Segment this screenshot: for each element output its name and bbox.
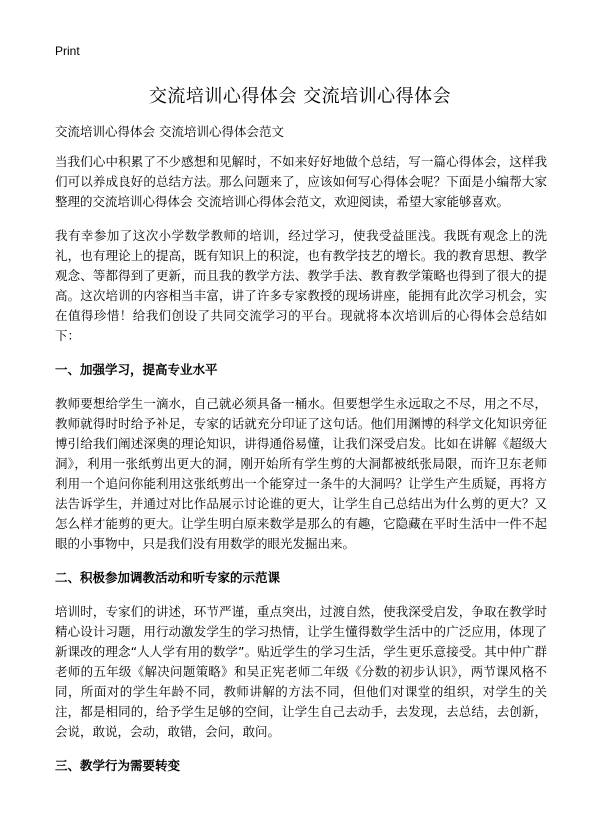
section-heading-1: 一、加强学习，提高专业水平 [55,362,218,377]
body-paragraph-1: 我有幸参加了这次小学数学教师的培训，经过学习，使我受益匪浅。我既有观念上的洗礼，也有理论上的提高，既有知识上的积淀，也有教学技艺的增长。我的教育思想、教学观念、等都得到了更新，而且我的教学方法、教学手法、教育教学策略也得到了很大的提高。这次培训的内容相当丰富，讲了许多专家教授的现场讲座，能拥有此次学习机会，实在值得珍惜！给我们创设了共同交流学习的平台。现就将本次培训后的心得体会总结如下： [55,228,547,343]
page-title: 交流培训心得体会 交流培训心得体会 [148,86,452,107]
body-paragraph-2: 教师要想给学生一滴水，自己就必须具备一桶水。但要想学生永远取之不尽，用之不尽，教师就得时时给予补足，专家的话就充分印证了这句话。他们用渊博的科学文化知识旁征博引给我们阐述深奥的理论知识，讲得通俗易懂，让我们深受启发。比如在讲解《超级大洞》，利用一张纸剪出更大的洞，刚开始所有学生剪的大洞都被纸张局限，而许卫东老师利用一个追问你能利用这张纸剪出一个能穿过一条牛的大洞吗？让学生产生质疑，再将方法告诉学生，并通过对比作品展示讨论谁的更大，让学生自己总结出为什么剪的更大？又怎么样才能剪的更大。让学生明白原来数学是那么的有趣，它隐藏在平时生活中一件不起眼的小事物中，只是我们没有用数学的眼光发掘出来。 [55,396,547,551]
print-label[interactable]: Print [55,44,80,58]
document-body [55,122,547,790]
section-heading-2: 二、积极参加调教活动和听专家的示范课 [55,570,281,585]
intro-paragraph: 当我们心中积累了不少感想和见解时，不如来好好地做个总结，写一篇心得体会，这样我们可以养成良好的总结方法。那么问题来了，应该如何写心得体会呢？下面是小编帮大家整理的交流培训心得体会 交流培训心得体会范文，欢迎阅读，希望大家能够喜欢。 [55,154,547,209]
document-subtitle: 交流培训心得体会 交流培训心得体会范文 [55,124,284,139]
section-heading-3: 三、教学行为需要转变 [55,758,181,773]
body-paragraph-3: 培训时，专家们的讲述，环节严谨，重点突出，过渡自然，使我深受启发，争取在教学时精心设计习题，用行动激发学生的学习热情，让学生懂得数学生活中的广泛应用，体现了新课改的理念“人人学有用的数学”。贴近学生的学习生活，学生更乐意接受。其中仲广群老师的五年级《解决问题策略》和吴正宪老师二年级《分数的初步认识》，两节课风格不同，所面对的学生年龄不同，教师讲解的方法不同，但他们对课堂的组织，对学生的关注，都是相同的，给予学生足够的空间，让学生自己去动手，去发现，去总结，去创新，会说，敢说，会动，敢错，会问，敢问。 [55,604,547,739]
